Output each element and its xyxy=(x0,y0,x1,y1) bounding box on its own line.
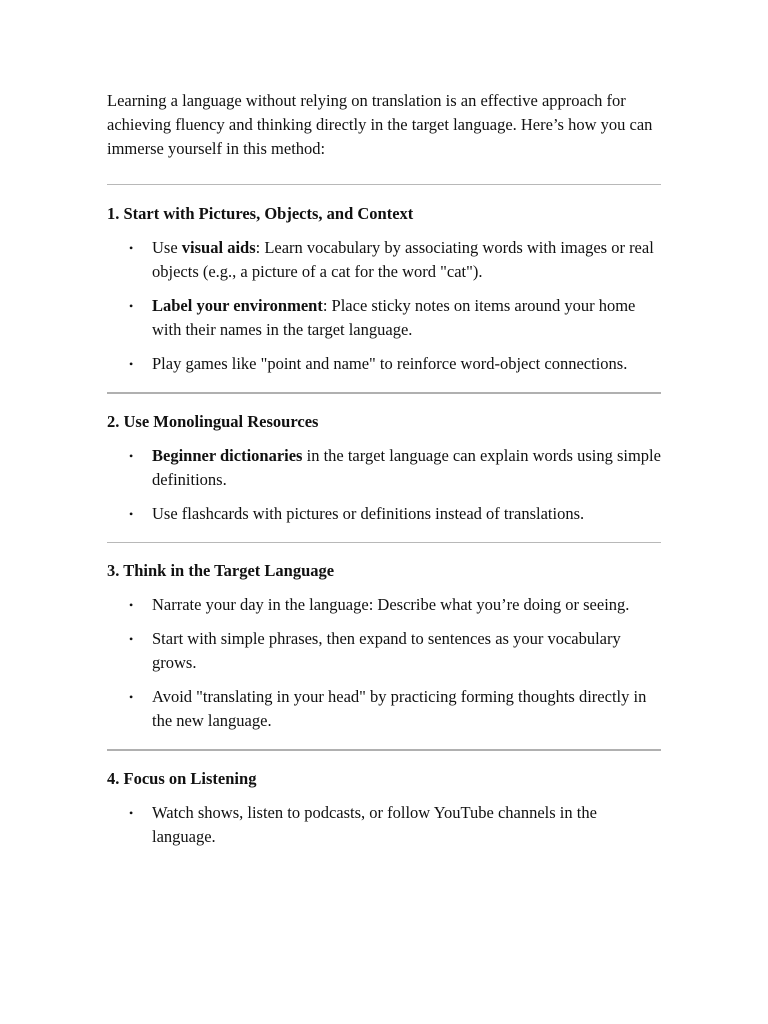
item-text: : Learn vocabulary by associating words with images or real objects (e.g., a picture of a cat for the word "cat"). xyxy=(152,238,654,281)
item-text: in the target language can explain words using simple definitions. xyxy=(152,446,661,489)
section-list xyxy=(107,593,661,733)
bullet-icon: • xyxy=(129,806,134,820)
item-emphasis: Label your environment xyxy=(152,296,323,315)
item-text: Narrate your day in the language: Describe what you’re doing or seeing. xyxy=(152,595,630,614)
list-item xyxy=(107,294,661,342)
item-text: : Place sticky notes on items around your home with their names in the target language. xyxy=(152,296,636,339)
item-emphasis: Beginner dictionaries xyxy=(152,446,303,465)
item-text: Avoid "translating in your head" by practicing forming thoughts directly in the new language. xyxy=(152,687,647,730)
list-item xyxy=(107,627,661,675)
item-prefix: Use xyxy=(152,238,182,257)
item-emphasis: visual aids xyxy=(181,238,256,257)
list-item xyxy=(107,801,661,849)
section-title: 1. Start with Pictures, Objects, and Context xyxy=(107,204,414,223)
section-divider xyxy=(107,749,661,751)
intro-paragraph: Learning a language without relying on translation is an effective approach for achieving fluency and thinking directly in the target language. Here’s how you can immerse yourself in this method: xyxy=(107,91,653,158)
bullet-icon: • xyxy=(129,357,134,371)
list-item xyxy=(107,352,661,376)
bullet-icon: • xyxy=(129,241,134,255)
list-item xyxy=(107,685,661,733)
list-item xyxy=(107,236,661,284)
bullet-icon: • xyxy=(129,690,134,704)
bullet-icon: • xyxy=(129,632,134,646)
section-list xyxy=(107,444,661,526)
section-title: 3. Think in the Target Language xyxy=(107,561,335,580)
section-title: 4. Focus on Listening xyxy=(107,769,257,788)
list-item xyxy=(107,444,661,492)
item-text: Watch shows, listen to podcasts, or follow YouTube channels in the language. xyxy=(152,803,597,846)
section-divider xyxy=(107,542,661,543)
section-list xyxy=(107,801,661,849)
list-item xyxy=(107,593,661,617)
bullet-icon: • xyxy=(129,507,134,521)
list-item xyxy=(107,502,661,526)
bullet-icon: • xyxy=(129,449,134,463)
item-text: Play games like "point and name" to reinforce word-object connections. xyxy=(152,354,628,373)
item-text: Use flashcards with pictures or definitions instead of translations. xyxy=(152,504,585,523)
bullet-icon: • xyxy=(129,299,134,313)
section-divider xyxy=(107,184,661,185)
document-page xyxy=(107,89,661,849)
section-list xyxy=(107,236,661,376)
item-text: Start with simple phrases, then expand to sentences as your vocabulary grows. xyxy=(152,629,621,672)
bullet-icon: • xyxy=(129,598,134,612)
section-divider xyxy=(107,392,661,394)
section-title: 2. Use Monolingual Resources xyxy=(107,412,319,431)
